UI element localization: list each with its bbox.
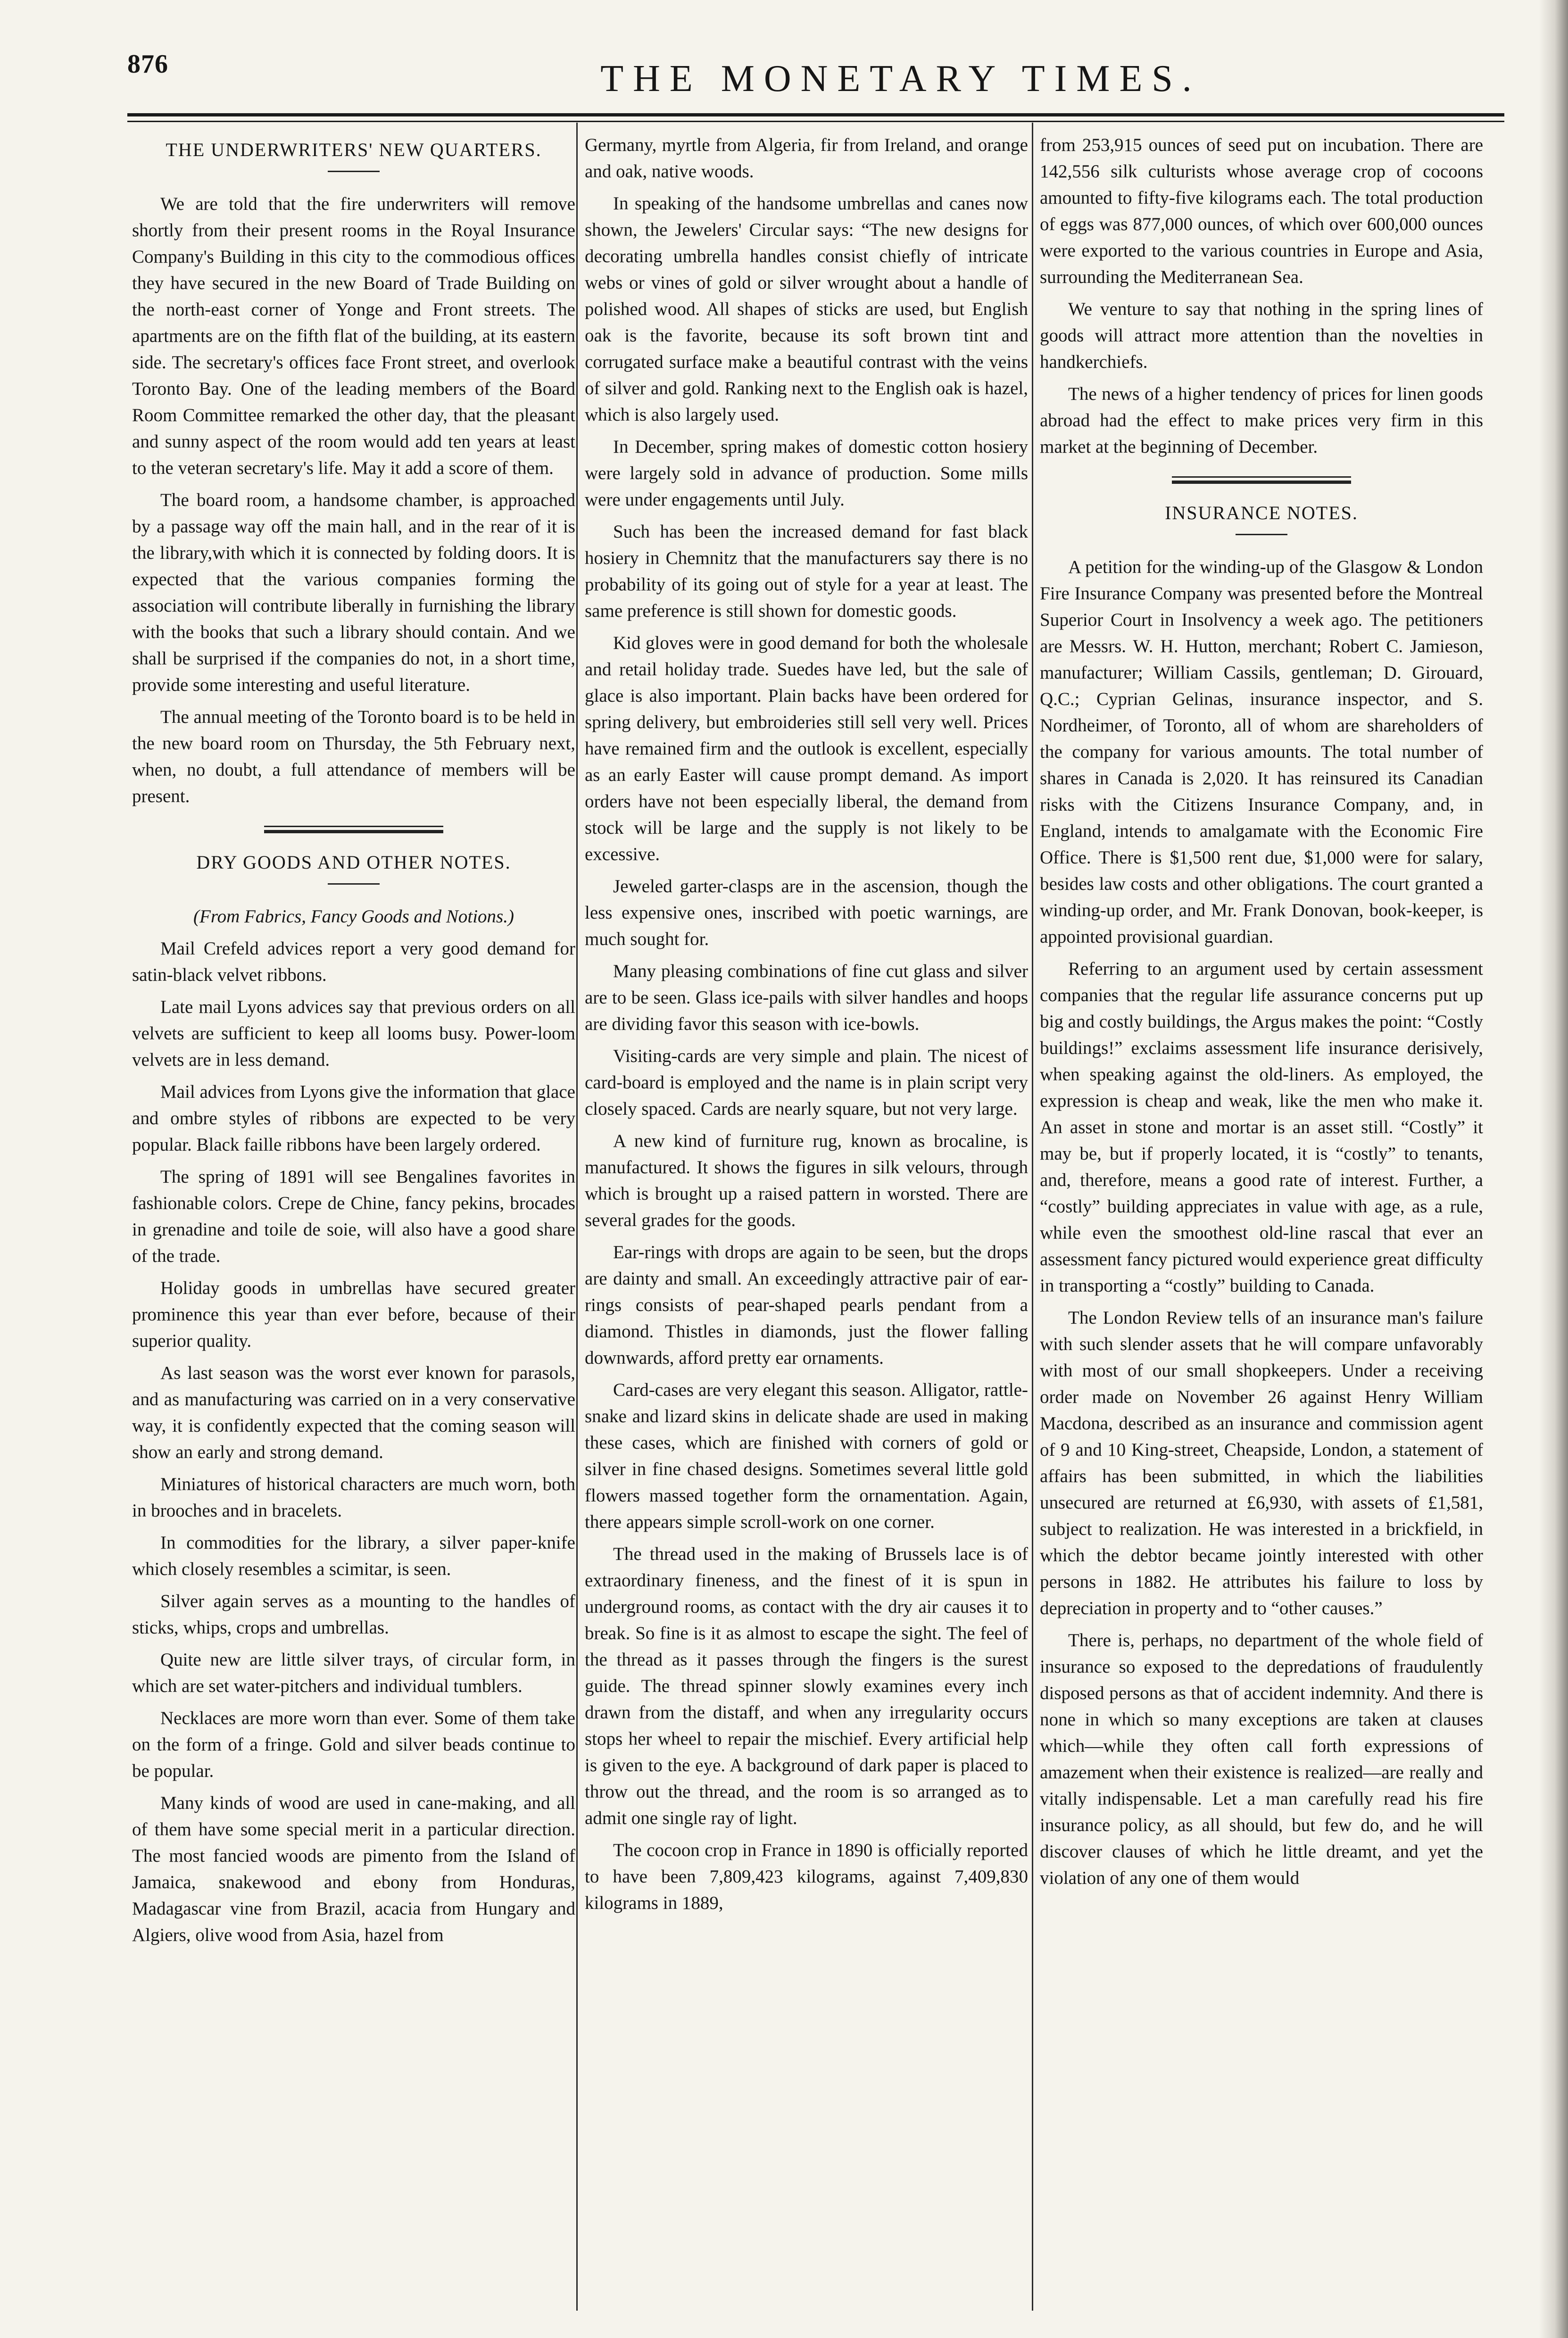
article-heading-dry-goods: DRY GOODS AND OTHER NOTES. bbox=[196, 852, 511, 873]
paragraph: Card-cases are very elegant this season. Alligator, rattle-snake and lizard skins in delicate shade are used in making these cases, which are finished with corners of gold or silver in fine chased designs. Sometimes several little gold flowers massed together form the ornamentation. Again, there appears simple scroll-work on one corner. bbox=[585, 1380, 1028, 1532]
article-heading-insurance: INSURANCE NOTES. bbox=[1165, 502, 1358, 523]
section-separator bbox=[264, 826, 443, 833]
paragraph: Many pleasing combinations of fine cut glass and silver are to be seen. Glass ice-pails with silver handles and hoops are dividing favor this season with ice-bowls. bbox=[585, 961, 1028, 1034]
paragraph: Silver again serves as a mounting to the handles of sticks, whips, crops and umbrellas. bbox=[132, 1591, 575, 1638]
column-1 bbox=[132, 132, 575, 2301]
page-edge-shadow bbox=[1539, 0, 1568, 2338]
paragraph: In December, spring makes of domestic cotton hosiery were largely sold in advance of production. Some mills were under engagements until July. bbox=[585, 437, 1028, 510]
header-rule-thin bbox=[127, 121, 1504, 122]
heading-rule bbox=[328, 883, 380, 885]
paragraph: Such has been the increased demand for fast black hosiery in Chemnitz that the manufacturers say there is no probability of its going out of style for a year at least. The same preference is still shown for domestic goods. bbox=[585, 522, 1028, 621]
paragraph: Late mail Lyons advices say that previous orders on all velvets are sufficient to keep all looms busy. Power-loom velvets are in less demand. bbox=[132, 997, 575, 1070]
paragraph: Kid gloves were in good demand for both the wholesale and retail holiday trade. Suedes have led, but the sale of glace is also important. Plain backs have been ordered for spring delivery, but embroideries still sell very well. Prices have remained firm and the outlook is excellent, especially as an early Easter will cause prompt demand. As import orders have not been especially liberal, the demand from stock will be large and the supply is not likely to be excessive. bbox=[585, 633, 1028, 864]
paragraph: The London Review tells of an insurance man's failure with such slender assets that he will compare unfavorably with most of our small shopkeepers. Under a receiving order made on November 26 against Henry William Macdona, described as an insurance and commission agent of 9 and 10 King-street, Cheapside, London, a statement of affairs has been submitted, in which the liabilities unsecured are returned at £6,930, with assets of £1,581, subject to realization. He was interested in a brickfield, in which the debtor became jointly interested with other persons in 1882. He attributes his failure to loss by depreciation in property and to “other causes.” bbox=[1040, 1308, 1483, 1618]
paragraph: Holiday goods in umbrellas have secured greater prominence this year than ever before, because of their superior quality. bbox=[132, 1278, 575, 1351]
page-header bbox=[127, 41, 1504, 112]
paragraph: Ear-rings with drops are again to be seen, but the drops are dainty and small. An exceedingly attractive pair of ear-rings consists of pear-shaped pearls pendant from a diamond. Thistles in diamonds, just the flower falling downwards, afford pretty ear ornaments. bbox=[585, 1242, 1028, 1368]
heading-rule bbox=[1236, 534, 1287, 535]
heading-rule bbox=[328, 171, 380, 172]
column-divider bbox=[1032, 123, 1033, 2311]
paragraph: A petition for the winding-up of the Glasgow & London Fire Insurance Company was presented before the Montreal Superior Court in Insolvency a week ago. The petitioners are Messrs. W. H. Hutton, merchant; Robert C. Jamieson, manufacturer; William Cassils, gentleman; D. Girouard, Q.C.; Cyprian Gelinas, insurance inspector, and S. Nordheimer, of Toronto, all of whom are shareholders of the company for various amounts. The total number of shares in Canada is 2,020. It has reinsured its Canadian risks with the Citizens Insurance Company, and, in England, intends to amalgamate with the Economic Fire Office. There is $1,500 rent due, $1,000 were for salary, besides law costs and other obligations. The court granted a winding-up order, and Mr. Frank Donovan, book-keeper, is appointed provisional guardian. bbox=[1040, 557, 1483, 947]
paragraph: The spring of 1891 will see Bengalines favorites in fashionable colors. Crepe de Chine, fancy pekins, brocades in grenadine and toile de soie, will also have a good share of the trade. bbox=[132, 1167, 575, 1266]
paragraph: Many kinds of wood are used in cane-making, and all of them have some special merit in a particular direction. The most fancied woods are pimento from the Island of Jamaica, snakewood and ebony from Honduras, Madagascar vine from Brazil, acacia from Hungary and Algiers, olive wood from Asia, hazel from bbox=[132, 1793, 575, 1945]
paragraph: Referring to an argument used by certain assessment companies that the regular life assurance concerns put up big and costly buildings, the Argus makes the point: “Costly buildings!” exclaims assessment life insurance derisively, when speaking against the old-liners. As employed, the expression is cheap and weak, like the men who make it. An asset in stone and mortar is an asset still. “Costly” it may be, but if properly located, it is “costly” to tenants, and, therefore, means a good rate of interest. Further, a “costly” building appreciates in value with age, as a rule, while even the smoothest old-line rascal that ever an assessment fancy pictured would experience great difficulty in transporting a “costly” building to Canada. bbox=[1040, 959, 1483, 1296]
page-number: 876 bbox=[127, 50, 168, 79]
paragraph: Necklaces are more worn than ever. Some of them take on the form of a fringe. Gold and silver beads continue to be popular. bbox=[132, 1708, 575, 1781]
article-heading-underwriters: THE UNDERWRITERS' NEW QUARTERS. bbox=[166, 139, 542, 160]
paragraph: There is, perhaps, no department of the whole field of insurance so exposed to the depredations of fraudulently disposed persons as that of accident indemnity. And there is none in which so many exceptions are taken at clauses which—while they often call forth expressions of amazement when their existence is realized—are really and vitally indispensable. Let a man carefully read his fire insurance policy, as all should, but few do, and he will discover clauses of which he little dreamt, and yet the violation of any one of them would bbox=[1040, 1630, 1483, 1888]
paragraph: Quite new are little silver trays, of circular form, in which are set water-pitchers and individual tumblers. bbox=[132, 1650, 575, 1696]
section-separator bbox=[1172, 476, 1351, 484]
paragraph: In speaking of the handsome umbrellas and canes now shown, the Jewelers' Circular says: “The new designs for decorating umbrella handles consist chiefly of intricate webs or vines of gold or silver wrought about a handle of polished wood. All shapes of sticks are used, but English oak is the favorite, because its soft brown tint and corrugated surface make a beautiful contrast with the veins of silver and gold. Ranking next to the English oak is hazel, which is also largely used. bbox=[585, 193, 1028, 425]
paragraph: The thread used in the making of Brussels lace is of extraordinary fineness, and the finest of it is spun in underground rooms, as contact with the dry air causes it to break. So fine is it as almost to escape the sight. The feel of the thread as it passes through the fingers is the surest guide. The thread spinner slowly examines every inch drawn from the distaff, and when any irregularity occurs stops her wheel to repair the mischief. Every artificial help is given to the eye. A background of dark paper is placed to throw out the thread, and the room is so arranged as to admit one single ray of light. bbox=[585, 1544, 1028, 1828]
paragraph: The news of a higher tendency of prices for linen goods abroad had the effect to make prices very firm in this market at the beginning of December. bbox=[1040, 384, 1483, 457]
header-rule-heavy bbox=[127, 113, 1504, 116]
source-note: (From Fabrics, Fancy Goods and Notions.) bbox=[193, 906, 514, 927]
paragraph: In commodities for the library, a silver paper-knife which closely resembles a scimitar, is seen. bbox=[132, 1533, 575, 1579]
paragraph: We venture to say that nothing in the spring lines of goods will attract more attention than the novelties in handkerchiefs. bbox=[1040, 299, 1483, 372]
masthead-title: THE MONETARY TIMES. bbox=[600, 58, 1201, 99]
column-3 bbox=[1040, 132, 1483, 2301]
paragraph: from 253,915 ounces of seed put on incubation. There are 142,556 silk culturists whose average crop of cocoons amounted to fifty-five kilograms each. The total production of eggs was 877,000 ounces, of which over 600,000 ounces were exported to the various countries in Europe and Asia, surrounding the Mediterranean Sea. bbox=[1040, 135, 1483, 287]
paragraph: A new kind of furniture rug, known as brocaline, is manufactured. It shows the figures in silk velours, through which is brought up a raised pattern in worsted. There are several grades for the goods. bbox=[585, 1131, 1028, 1230]
column-divider bbox=[576, 123, 578, 2311]
paragraph: The cocoon crop in France in 1890 is officially reported to have been 7,809,423 kilograms, against 7,409,830 kilograms in 1889, bbox=[585, 1840, 1028, 1913]
paragraph: Germany, myrtle from Algeria, fir from Ireland, and orange and oak, native woods. bbox=[585, 135, 1028, 182]
paragraph: Mail Crefeld advices report a very good demand for satin-black velvet ribbons. bbox=[132, 938, 575, 985]
paragraph: Jeweled garter-clasps are in the ascension, though the less expensive ones, inscribed with poetic warnings, are much sought for. bbox=[585, 876, 1028, 949]
paragraph: The board room, a handsome chamber, is approached by a passage way off the main hall, and in the rear of it is the library,with which it is connected by folding doors. It is expected that the various companies forming the association will contribute liberally in furnishing the library with the books that such a library should contain. And we shall be surprised if the companies do not, in a short time, provide some interesting and useful literature. bbox=[132, 490, 575, 695]
paragraph: As last season was the worst ever known for parasols, and as manufacturing was carried on in a very conservative way, it is confidently expected that the coming season will show an early and strong demand. bbox=[132, 1363, 575, 1462]
paragraph: The annual meeting of the Toronto board is to be held in the new board room on Thursday, the 5th February next, when, no doubt, a full attendance of members will be present. bbox=[132, 707, 575, 806]
paragraph: We are told that the fire underwriters will remove shortly from their present rooms in the Royal Insurance Company's Building in this city to the commodious offices they have secured in the new Board of Trade Building on the north-east corner of Yonge and Front streets. The apartments are on the fifth flat of the building, at its eastern side. The secretary's offices face Front street, and overlook Toronto Bay. One of the leading members of the Board Room Committee remarked the other day, that the pleasant and sunny aspect of the room would add ten years at least to the veteran secretary's life. May it add a score of them. bbox=[132, 194, 575, 478]
paragraph: Visiting-cards are very simple and plain. The nicest of card-board is employed and the name is in plain script very closely spaced. Cards are nearly square, but not very large. bbox=[585, 1046, 1028, 1119]
paragraph: Miniatures of historical characters are much worn, both in brooches and in bracelets. bbox=[132, 1474, 575, 1521]
column-2 bbox=[585, 132, 1028, 2301]
paragraph: Mail advices from Lyons give the information that glace and ombre styles of ribbons are expected to be very popular. Black faille ribbons have been largely ordered. bbox=[132, 1082, 575, 1155]
